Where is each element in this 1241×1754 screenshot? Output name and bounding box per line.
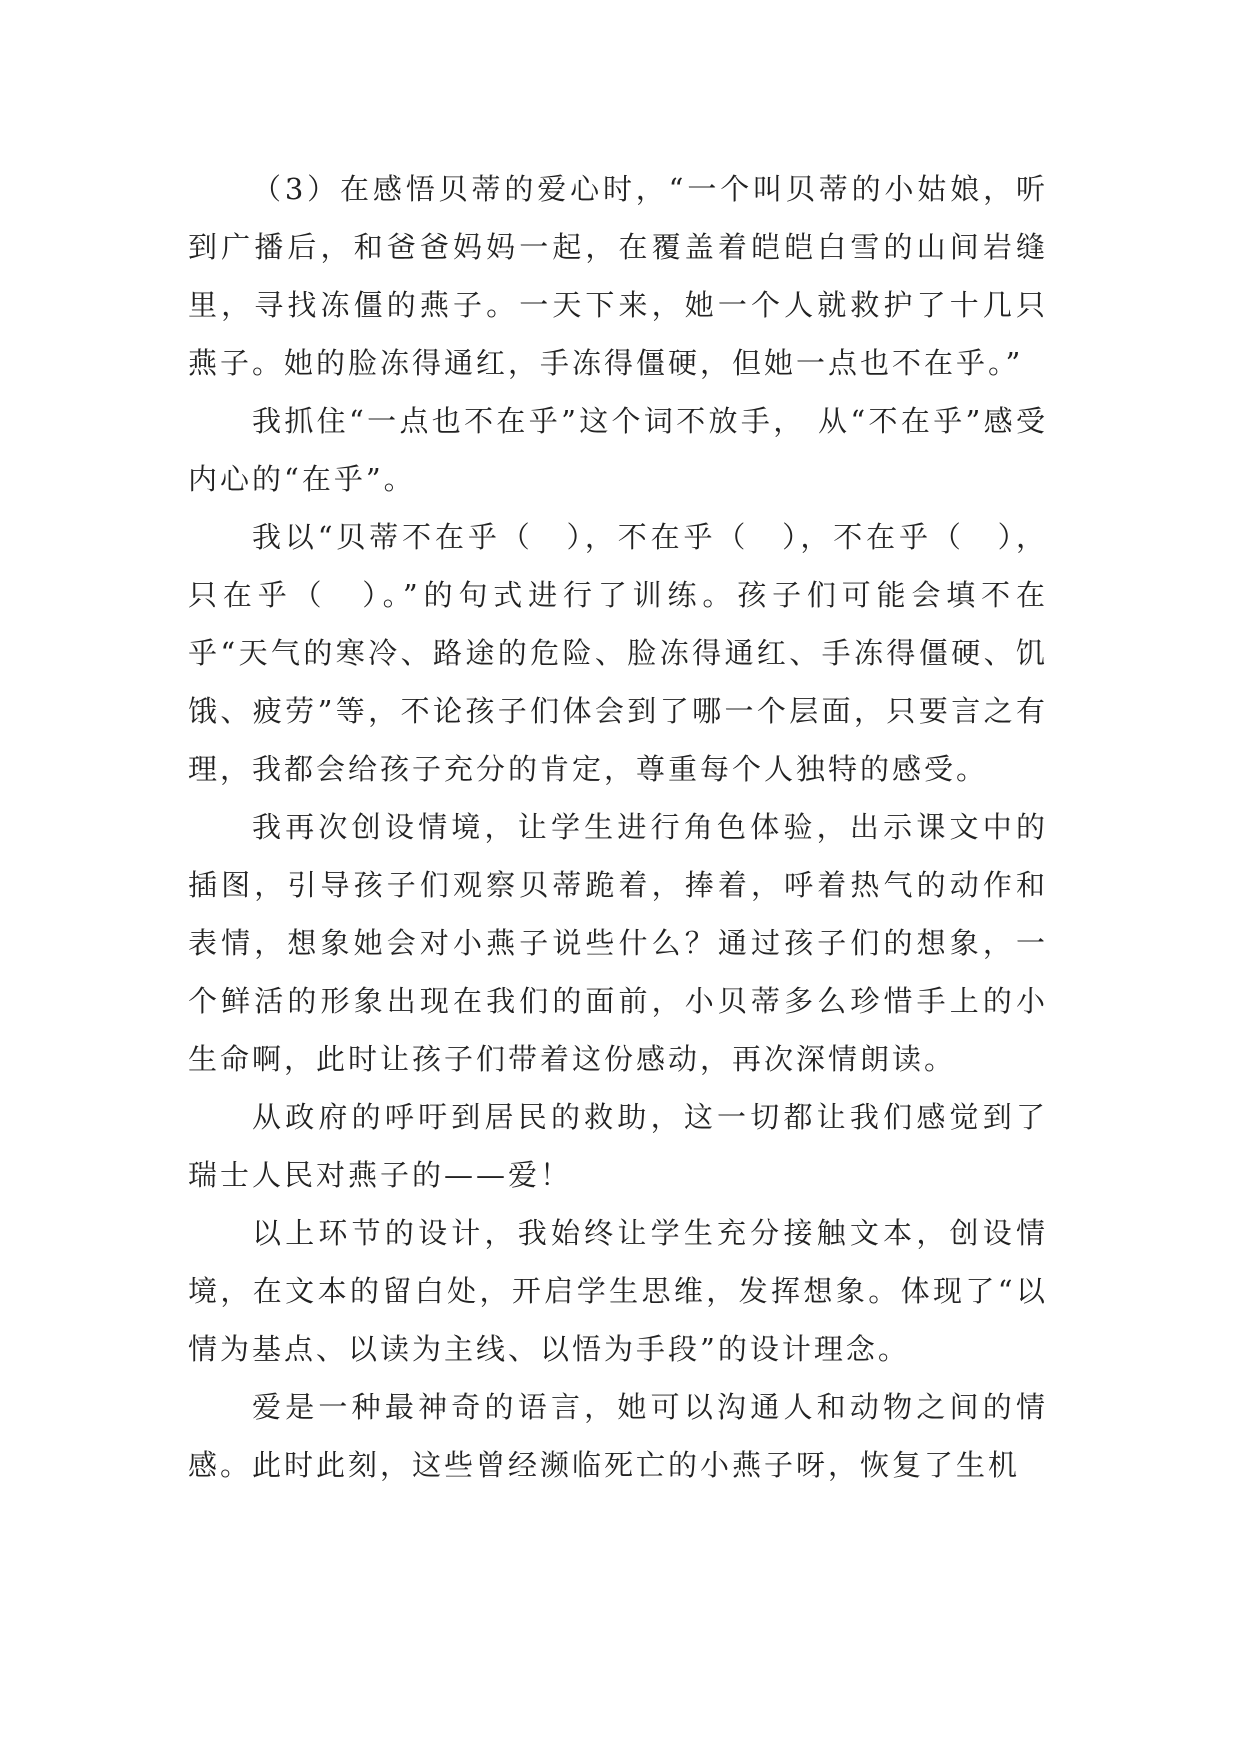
paragraph-sentence-training: 我以“贝蒂不在乎（ ），不在乎（ ），不在乎（ ），只在乎（ ）。”的句式进行了训练。孩子们可能会填不在乎“天气的寒冷、路途的危险、脸冻得通红、手冻得僵硬、饥饿、疲劳”等，不论孩子们体会到了哪一个层面，只要言之有理，我都会给孩子充分的肯定，尊重每个人独特的感受。 (188, 520, 1048, 786)
document-body (188, 160, 1048, 1494)
paragraph-design-concept: 以上环节的设计，我始终让学生充分接触文本，创设情境，在文本的留白处，开启学生思维，发挥想象。体现了“以情为基点、以读为主线、以悟为手段”的设计理念。 (188, 1216, 1048, 1366)
paragraph-role-experience: 我再次创设情境，让学生进行角色体验，出示课文中的插图，引导孩子们观察贝蒂跪着，捧着，呼着热气的动作和表情，想象她会对小燕子说些什么？通过孩子们的想象，一个鲜活的形象出现在我们的面前，小贝蒂多么珍惜手上的小生命啊，此时让孩子们带着这份感动，再次深情朗读。 (188, 810, 1048, 1076)
paragraph-betty-love: （3）在感悟贝蒂的爱心时，“一个叫贝蒂的小姑娘，听到广播后，和爸爸妈妈一起，在覆盖着皑皑白雪的山间岩缝里，寻找冻僵的燕子。一天下来，她一个人就救护了十几只燕子。她的脸冻得通红，手冻得僵硬，但她一点也不在乎。” (188, 172, 1048, 380)
paragraph-love-summary: 从政府的呼吁到居民的救助，这一切都让我们感觉到了瑞士人民对燕子的——爱！ (188, 1100, 1048, 1192)
paragraph-love-language: 爱是一种最神奇的语言，她可以沟通人和动物之间的情感。此时此刻，这些曾经濒临死亡的小燕子呀，恢复了生机 (188, 1390, 1048, 1482)
paragraph-not-care: 我抓住“一点也不在乎”这个词不放手， 从“不在乎”感受内心的“在乎”。 (188, 404, 1048, 496)
